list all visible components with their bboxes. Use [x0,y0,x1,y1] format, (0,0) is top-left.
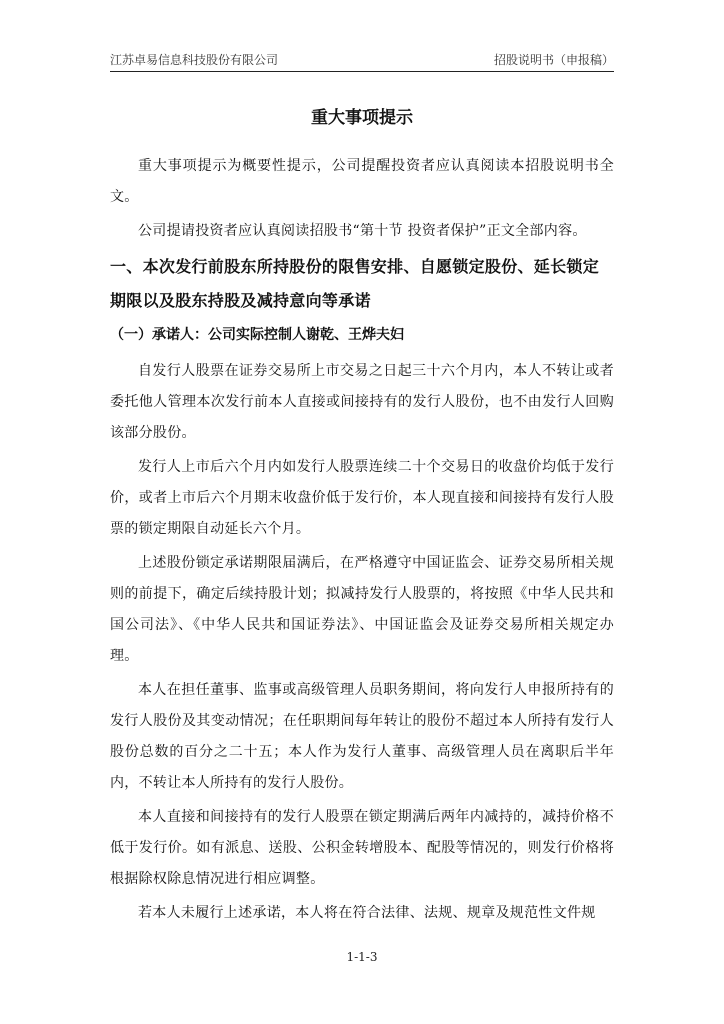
body-paragraph: 本人直接和间接持有的发行人股票在锁定期满后两年内减持的，减持价格不低于发行价。如有派息、送股、公积金转增股本、配股等情况的，则发行价格将根据除权除息情况进行相应调整。 [110,809,614,887]
page-title: 重大事项提示 [311,108,413,128]
page-content [110,105,614,932]
header-company-name: 江苏卓易信息科技股份有限公司 [110,53,279,67]
page-number: 1-1-3 [346,950,378,964]
body-paragraph: 上述股份锁定承诺期限届满后，在严格遵守中国证监会、证券交易所相关规则的前提下，确定后续持股计划；拟减持发行人股票的，将按照《中华人民共和国公司法》、《中华人民共和国证券法》、中国证监会及证券交易所相关规定办理。 [110,555,614,664]
body-paragraph: 发行人上市后六个月内如发行人股票连续二十个交易日的收盘价均低于发行价，或者上市后六个月期末收盘价低于发行价，本人现直接和间接持有发行人股票的锁定期限自动延长六个月。 [110,459,614,537]
intro-paragraph: 重大事项提示为概要性提示，公司提醒投资者应认真阅读本招股说明书全文。 [110,158,614,205]
section-heading: 一、本次发行前股东所持股份的限售安排、自愿锁定股份、延长锁定期限以及股东持股及减持意向等承诺 [110,257,600,310]
subsection-heading: （一）承诺人：公司实际控制人谢乾、王烨夫妇 [110,327,404,343]
header-document-type: 招股说明书（申报稿） [493,53,614,67]
body-paragraph: 自发行人股票在证券交易所上市交易之日起三十六个月内，本人不转让或者委托他人管理本次发行前本人直接或间接持有的发行人股份，也不由发行人回购该部分股份。 [110,363,614,441]
body-paragraph: 若本人未履行上述承诺，本人将在符合法律、法规、规章及规范性文件规 [138,905,596,921]
page-header [110,51,614,72]
body-paragraph: 本人在担任董事、监事或高级管理人员职务期间，将向发行人申报所持有的发行人股份及其变动情况；在任职期间每年转让的股份不超过本人所持有发行人股份总数的百分之二十五；本人作为发行人董事、高级管理人员在离职后半年内，不转让本人所持有的发行人股份。 [110,682,614,791]
intro-paragraph: 公司提请投资者应认真阅读招股书“第十节 投资者保护”正文全部内容。 [138,223,587,239]
